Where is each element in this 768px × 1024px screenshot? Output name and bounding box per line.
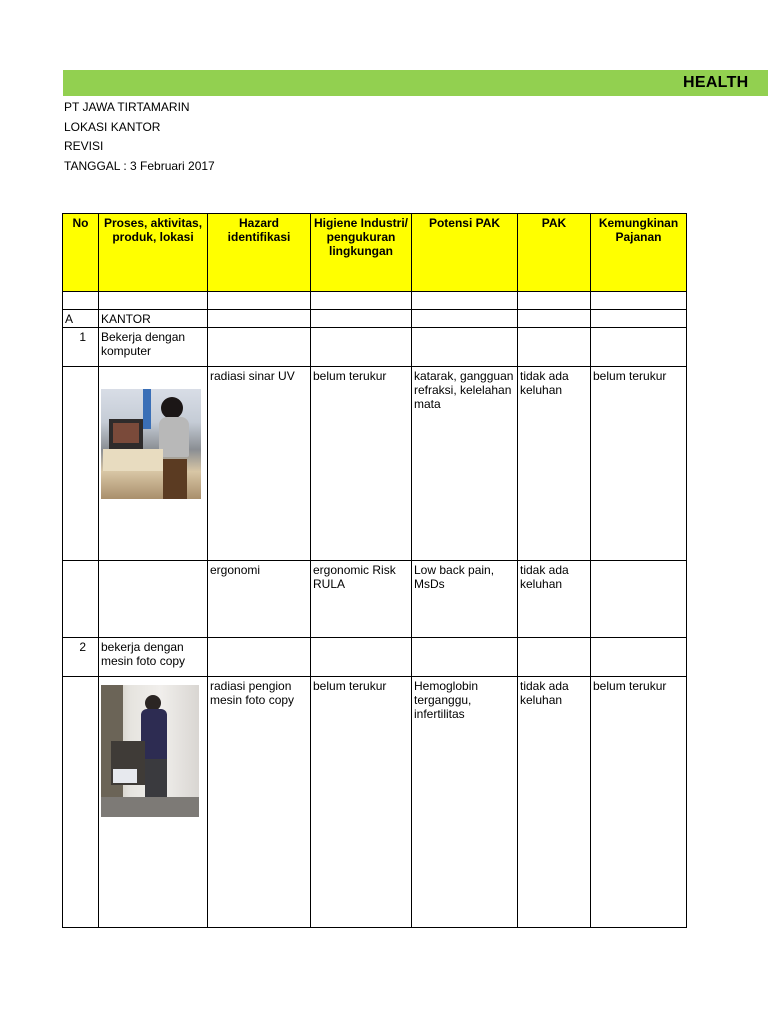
table-row-empty — [63, 292, 687, 310]
computer-work-photo — [101, 389, 201, 499]
section-name: KANTOR — [99, 310, 208, 328]
hygiene-cell: ergonomic Risk RULA — [311, 561, 412, 638]
hazard-cell: radiasi pengion mesin foto copy — [208, 677, 311, 928]
header-banner — [63, 70, 768, 96]
location-label: LOKASI KANTOR — [64, 119, 161, 134]
date-label: TANGGAL : 3 Februari 2017 — [64, 158, 215, 173]
table-header-row — [63, 214, 687, 292]
col-header-no: No — [63, 214, 99, 292]
col-header-pajanan: Kemungkinan Pajanan — [591, 214, 687, 292]
section-code: A — [63, 310, 99, 328]
photo-cell — [99, 367, 208, 561]
activity-no: 1 — [63, 328, 99, 367]
hygiene-cell: belum terukur — [311, 367, 412, 561]
table-row — [63, 367, 687, 561]
col-header-hygiene: Higiene Industri/ pengukuran lingkungan — [311, 214, 412, 292]
col-header-pak: PAK — [518, 214, 591, 292]
pak-cell: tidak ada keluhan — [518, 367, 591, 561]
col-header-process: Proses, aktivitas, produk, lokasi — [99, 214, 208, 292]
potensi-cell: Low back pain, MsDs — [412, 561, 518, 638]
activity-name: Bekerja dengan komputer — [99, 328, 208, 367]
pajanan-cell — [591, 561, 687, 638]
pak-cell: tidak ada keluhan — [518, 561, 591, 638]
col-header-potensi: Potensi PAK — [412, 214, 518, 292]
col-header-hazard: Hazard identifikasi — [208, 214, 311, 292]
photocopy-work-photo — [101, 685, 199, 817]
pajanan-cell: belum terukur — [591, 367, 687, 561]
activity-name: bekerja dengan mesin foto copy — [99, 638, 208, 677]
hygiene-cell: belum terukur — [311, 677, 412, 928]
activity-no: 2 — [63, 638, 99, 677]
potensi-cell: katarak, gangguan refraksi, kelelahan mata — [412, 367, 518, 561]
pajanan-cell: belum terukur — [591, 677, 687, 928]
section-row — [63, 310, 687, 328]
document-info — [64, 98, 215, 176]
banner-title: HEALTH — [683, 74, 749, 91]
revision-label: REVISI — [64, 139, 104, 153]
pak-cell: tidak ada keluhan — [518, 677, 591, 928]
photo-cell — [99, 677, 208, 928]
potensi-cell: Hemoglobin terganggu, infertilitas — [412, 677, 518, 928]
hazard-table — [62, 213, 687, 928]
activity-row — [63, 328, 687, 367]
company-name: PT JAWA TIRTAMARIN — [64, 100, 190, 114]
hazard-cell: radiasi sinar UV — [208, 367, 311, 561]
hazard-cell: ergonomi — [208, 561, 311, 638]
table-row — [63, 677, 687, 928]
activity-row — [63, 638, 687, 677]
table-row — [63, 561, 687, 638]
